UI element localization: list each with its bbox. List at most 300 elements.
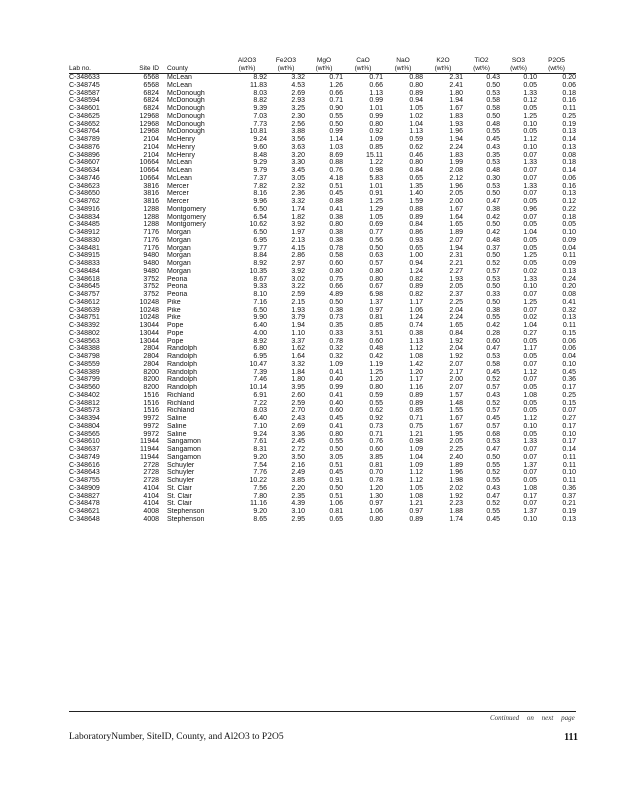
cell-tio2: 0.37 — [486, 244, 500, 252]
cell-p2o5: 0.17 — [562, 438, 576, 446]
table-row — [69, 407, 576, 415]
cell-lab-no: C-348645 — [69, 283, 100, 291]
cell-lab-no: C-348916 — [69, 205, 100, 213]
cell-mgo: 0.32 — [329, 353, 343, 361]
cell-so3: 0.07 — [523, 190, 537, 198]
cell-so3: 1.12 — [523, 136, 537, 144]
cell-nao: 1.12 — [409, 477, 423, 485]
cell-nao: 0.93 — [409, 236, 423, 244]
cell-lab-no: C-348573 — [69, 407, 100, 415]
cell-site-id: 8200 — [143, 368, 159, 376]
cell-lab-no: C-348560 — [69, 384, 100, 392]
cell-mgo: 0.78 — [329, 337, 343, 345]
cell-al2o3: 7.37 — [253, 174, 267, 182]
cell-lab-no: C-348633 — [69, 74, 100, 82]
cell-p2o5: 0.15 — [562, 399, 576, 407]
cell-al2o3: 8.84 — [253, 252, 267, 260]
cell-cao: 1.20 — [369, 484, 383, 492]
cell-p2o5: 0.11 — [562, 105, 576, 113]
cell-tio2: 0.53 — [486, 275, 500, 283]
cell-p2o5: 0.36 — [562, 484, 576, 492]
cell-county: Pike — [167, 298, 181, 306]
table-row — [69, 353, 576, 361]
cell-so3: 0.05 — [523, 337, 537, 345]
cell-cao: 0.77 — [369, 229, 383, 237]
cell-county: Randolph — [167, 376, 197, 384]
table-row — [69, 400, 576, 408]
cell-site-id: 10248 — [139, 314, 159, 322]
cell-mgo: 0.81 — [329, 508, 343, 516]
cell-p2o5: 0.09 — [562, 236, 576, 244]
cell-county: McHenry — [167, 151, 196, 159]
cell-mgo: 4.89 — [329, 291, 343, 299]
cell-al2o3: 10.47 — [249, 360, 267, 368]
cell-k2o: 2.07 — [449, 360, 463, 368]
cell-mgo: 0.41 — [329, 205, 343, 213]
cell-site-id: 11944 — [140, 446, 159, 454]
cell-k2o: 2.27 — [449, 267, 463, 275]
cell-mgo: 0.41 — [329, 368, 343, 376]
cell-p2o5: 0.41 — [562, 298, 576, 306]
cell-nao: 1.09 — [409, 461, 423, 469]
cell-p2o5: 0.10 — [562, 430, 576, 438]
cell-mgo: 1.14 — [329, 136, 343, 144]
cell-lab-no: C-348485 — [69, 221, 100, 229]
cell-al2o3: 9.39 — [253, 105, 267, 113]
cell-county: Mercer — [167, 190, 189, 198]
cell-site-id: 6824 — [143, 89, 159, 97]
cell-tio2: 0.52 — [486, 469, 500, 477]
cell-cao: 1.22 — [369, 159, 383, 167]
cell-al2o3: 8.92 — [253, 260, 267, 268]
cell-fe2o3: 3.37 — [291, 337, 305, 345]
cell-nao: 0.88 — [409, 205, 423, 213]
cell-fe2o3: 2.95 — [291, 515, 305, 523]
cell-tio2: 0.58 — [486, 97, 500, 105]
cell-cao: 3.51 — [369, 329, 383, 337]
cell-site-id: 2104 — [143, 151, 159, 159]
cell-lab-no: C-348751 — [69, 314, 100, 322]
cell-al2o3: 7.56 — [253, 484, 267, 492]
header-cao-label: CaO — [356, 57, 370, 64]
cell-cao: 1.05 — [369, 213, 383, 221]
cell-nao: 0.89 — [409, 515, 423, 523]
cell-al2o3: 8.82 — [253, 97, 267, 105]
cell-al2o3: 8.31 — [253, 446, 267, 454]
cell-al2o3: 8.48 — [253, 151, 267, 159]
cell-al2o3: 6.40 — [253, 322, 267, 330]
cell-so3: 1.04 — [523, 229, 537, 237]
cell-mgo: 0.73 — [329, 314, 343, 322]
cell-cao: 3.85 — [369, 453, 383, 461]
cell-tio2: 0.38 — [486, 205, 500, 213]
cell-county: Randolph — [167, 384, 197, 392]
cell-county: McLean — [167, 167, 192, 175]
cell-k2o: 1.94 — [449, 136, 463, 144]
cell-fe2o3: 4.39 — [291, 500, 305, 508]
cell-mgo: 0.65 — [329, 515, 343, 523]
cell-nao: 0.89 — [409, 89, 423, 97]
cell-county: McLean — [167, 159, 192, 167]
cell-lab-no: C-348563 — [69, 337, 100, 345]
cell-lab-no: C-348623 — [69, 182, 100, 190]
table-row — [69, 376, 576, 384]
cell-p2o5: 0.19 — [562, 120, 576, 128]
cell-mgo: 0.40 — [329, 376, 343, 384]
cell-site-id: 4008 — [143, 508, 159, 516]
cell-so3: 0.07 — [523, 376, 537, 384]
cell-k2o: 1.89 — [449, 461, 463, 469]
cell-k2o: 2.05 — [449, 283, 463, 291]
cell-site-id: 3752 — [143, 291, 159, 299]
cell-so3: 1.08 — [523, 391, 537, 399]
cell-p2o5: 0.11 — [562, 477, 576, 485]
cell-tio2: 0.43 — [486, 143, 500, 151]
cell-mgo: 0.66 — [329, 283, 343, 291]
cell-fe2o3: 3.45 — [291, 167, 305, 175]
cell-tio2: 0.50 — [486, 252, 500, 260]
cell-cao: 1.29 — [369, 205, 383, 213]
table-row — [69, 245, 576, 253]
cell-county: Morgan — [167, 244, 191, 252]
header-so3-unit: (wt%) — [500, 65, 537, 74]
cell-k2o: 1.93 — [449, 275, 463, 283]
cell-tio2: 0.52 — [486, 376, 500, 384]
cell-nao: 1.20 — [409, 368, 423, 376]
cell-so3: 0.10 — [523, 143, 537, 151]
cell-tio2: 0.52 — [486, 399, 500, 407]
cell-mgo: 0.32 — [329, 345, 343, 353]
cell-mgo: 0.50 — [329, 484, 343, 492]
cell-lab-no: C-348616 — [69, 461, 100, 469]
cell-p2o5: 0.04 — [562, 244, 576, 252]
cell-lab-no: C-348749 — [69, 453, 100, 461]
cell-cao: 0.81 — [369, 461, 383, 469]
cell-p2o5: 0.15 — [562, 329, 576, 337]
cell-cao: 0.55 — [369, 399, 383, 407]
cell-k2o: 1.64 — [449, 213, 463, 221]
cell-k2o: 2.08 — [449, 167, 463, 175]
cell-fe2o3: 2.16 — [291, 461, 305, 469]
cell-nao: 1.02 — [409, 112, 423, 120]
cell-k2o: 1.74 — [449, 515, 463, 523]
cell-county: McLean — [167, 174, 192, 182]
cell-fe2o3: 2.49 — [291, 469, 305, 477]
cell-county: St. Clair — [167, 500, 192, 508]
cell-nao: 0.62 — [409, 143, 423, 151]
cell-nao: 1.24 — [409, 314, 423, 322]
cell-al2o3: 7.16 — [253, 298, 267, 306]
cell-tio2: 0.50 — [486, 283, 500, 291]
cell-p2o5: 0.08 — [562, 291, 576, 299]
cell-tio2: 0.50 — [486, 190, 500, 198]
cell-p2o5: 0.14 — [562, 136, 576, 144]
cell-cao: 1.25 — [369, 368, 383, 376]
cell-fe2o3: 1.74 — [291, 205, 305, 213]
cell-cao: 5.83 — [369, 174, 383, 182]
cell-tio2: 0.47 — [486, 446, 500, 454]
table-header — [69, 57, 576, 74]
table-row — [69, 384, 576, 392]
cell-county: Stephenson — [167, 515, 205, 523]
cell-site-id: 8200 — [143, 376, 159, 384]
cell-county: Morgan — [167, 252, 191, 260]
cell-fe2o3: 1.62 — [291, 345, 305, 353]
cell-cao: 0.80 — [369, 267, 383, 275]
table-row — [69, 121, 576, 129]
cell-nao: 0.82 — [409, 275, 423, 283]
cell-county: McDonough — [167, 112, 205, 120]
table-row — [69, 462, 576, 470]
cell-so3: 0.05 — [523, 244, 537, 252]
cell-mgo: 0.50 — [329, 298, 343, 306]
cell-county: St. Clair — [167, 492, 192, 500]
table-row — [69, 415, 576, 423]
cell-k2o: 1.96 — [449, 469, 463, 477]
cell-nao: 1.06 — [409, 306, 423, 314]
cell-al2o3: 9.77 — [253, 244, 267, 252]
cell-p2o5: 0.27 — [562, 415, 576, 423]
cell-cao: 0.71 — [369, 74, 383, 82]
cell-nao: 0.46 — [409, 151, 423, 159]
cell-fe2o3: 2.43 — [291, 415, 305, 423]
table-row — [69, 454, 576, 462]
cell-tio2: 0.60 — [486, 337, 500, 345]
cell-cao: 0.99 — [369, 112, 383, 120]
cell-site-id: 12968 — [139, 112, 159, 120]
cell-fe2o3: 3.10 — [291, 508, 305, 516]
cell-so3: 0.10 — [523, 120, 537, 128]
cell-lab-no: C-348607 — [69, 159, 100, 167]
cell-cao: 0.59 — [369, 391, 383, 399]
cell-k2o: 1.83 — [449, 151, 463, 159]
cell-so3: 1.25 — [523, 298, 537, 306]
cell-nao: 1.12 — [409, 469, 423, 477]
cell-so3: 0.07 — [523, 151, 537, 159]
table-row — [69, 338, 576, 346]
cell-tio2: 0.52 — [486, 500, 500, 508]
cell-fe2o3: 1.93 — [291, 306, 305, 314]
cell-nao: 1.59 — [409, 198, 423, 206]
cell-so3: 1.33 — [523, 159, 537, 167]
cell-fe2o3: 3.88 — [291, 128, 305, 136]
cell-k2o: 2.40 — [449, 453, 463, 461]
cell-lab-no: C-348594 — [69, 97, 100, 105]
cell-k2o: 2.31 — [449, 74, 463, 82]
cell-p2o5: 0.13 — [562, 515, 576, 523]
cell-al2o3: 6.40 — [253, 415, 267, 423]
cell-so3: 0.10 — [523, 283, 537, 291]
cell-p2o5: 0.05 — [562, 221, 576, 229]
cell-mgo: 0.58 — [329, 252, 343, 260]
header-p2o5-unit: (wt%) — [537, 65, 576, 74]
cell-lab-no: C-348601 — [69, 105, 100, 113]
cell-cao: 0.42 — [369, 353, 383, 361]
cell-so3: 1.25 — [523, 252, 537, 260]
table-row — [69, 431, 576, 439]
cell-lab-no: C-348559 — [69, 360, 100, 368]
cell-al2o3: 9.24 — [253, 430, 267, 438]
cell-county: Schuyler — [167, 477, 195, 485]
cell-site-id: 7176 — [143, 236, 159, 244]
cell-lab-no: C-348639 — [69, 306, 100, 314]
cell-cao: 1.25 — [369, 198, 383, 206]
cell-county: McDonough — [167, 105, 205, 113]
cell-mgo: 0.71 — [329, 74, 343, 82]
cell-so3: 1.25 — [523, 112, 537, 120]
cell-tio2: 0.57 — [486, 422, 500, 430]
cell-cao: 0.63 — [369, 252, 383, 260]
cell-so3: 0.07 — [523, 167, 537, 175]
cell-fe2o3: 3.63 — [291, 143, 305, 151]
cell-county: St. Clair — [167, 484, 192, 492]
cell-cao: 0.62 — [369, 407, 383, 415]
cell-al2o3: 7.22 — [253, 399, 267, 407]
cell-site-id: 11944 — [140, 438, 159, 446]
table-row — [69, 500, 576, 508]
cell-p2o5: 0.12 — [562, 198, 576, 206]
cell-tio2: 0.42 — [486, 322, 500, 330]
cell-mgo: 0.41 — [329, 391, 343, 399]
cell-fe2o3: 2.13 — [291, 236, 305, 244]
cell-p2o5: 0.07 — [562, 407, 576, 415]
cell-tio2: 0.48 — [486, 120, 500, 128]
cell-nao: 0.97 — [409, 508, 423, 516]
cell-county: Pike — [167, 314, 181, 322]
cell-al2o3: 6.50 — [253, 229, 267, 237]
cell-fe2o3: 3.79 — [291, 314, 305, 322]
cell-al2o3: 7.03 — [253, 112, 267, 120]
cell-fe2o3: 2.15 — [291, 298, 305, 306]
cell-al2o3: 7.61 — [253, 438, 267, 446]
cell-site-id: 11944 — [140, 453, 159, 461]
cell-site-id: 8200 — [143, 384, 159, 392]
cell-al2o3: 9.33 — [253, 283, 267, 291]
cell-mgo: 0.91 — [329, 477, 343, 485]
cell-cao: 0.91 — [369, 190, 383, 198]
cell-county: Morgan — [167, 229, 191, 237]
header-lab-no-label — [69, 57, 119, 65]
cell-k2o: 1.94 — [449, 97, 463, 105]
cell-k2o: 1.88 — [449, 508, 463, 516]
table-row — [69, 152, 576, 160]
cell-site-id: 1288 — [143, 221, 159, 229]
cell-al2o3: 6.95 — [253, 236, 267, 244]
cell-al2o3: 9.20 — [253, 453, 267, 461]
table-row — [69, 252, 576, 260]
cell-fe2o3: 4.53 — [291, 81, 305, 89]
cell-cao: 0.78 — [369, 477, 383, 485]
cell-lab-no: C-348876 — [69, 143, 100, 151]
cell-site-id: 1516 — [143, 407, 159, 415]
cell-fe2o3: 2.93 — [291, 97, 305, 105]
cell-site-id: 6568 — [143, 74, 159, 82]
cell-p2o5: 0.19 — [562, 508, 576, 516]
cell-so3: 0.07 — [523, 174, 537, 182]
cell-tio2: 0.30 — [486, 174, 500, 182]
cell-county: Randolph — [167, 360, 197, 368]
cell-tio2: 0.55 — [486, 314, 500, 322]
cell-p2o5: 0.06 — [562, 174, 576, 182]
table-row — [69, 128, 576, 136]
cell-so3: 1.12 — [523, 415, 537, 423]
cell-cao: 0.80 — [369, 515, 383, 523]
cell-p2o5: 0.08 — [562, 151, 576, 159]
cell-nao: 0.80 — [409, 159, 423, 167]
cell-so3: 0.12 — [523, 97, 537, 105]
table-bottom-rule — [69, 711, 576, 712]
cell-k2o: 2.41 — [449, 81, 463, 89]
header-tio2-label: TiO2 — [474, 57, 489, 64]
cell-nao: 1.40 — [409, 190, 423, 198]
cell-p2o5: 0.20 — [562, 74, 576, 82]
cell-cao: 15.11 — [366, 151, 383, 159]
cell-county: Richland — [167, 391, 195, 399]
cell-mgo: 8.69 — [329, 151, 343, 159]
cell-al2o3: 8.16 — [253, 190, 267, 198]
cell-al2o3: 11.83 — [250, 81, 267, 89]
cell-mgo: 0.45 — [329, 415, 343, 423]
cell-p2o5: 0.04 — [562, 353, 576, 361]
cell-mgo: 0.51 — [329, 492, 343, 500]
cell-cao: 1.01 — [369, 105, 383, 113]
cell-county: Morgan — [167, 260, 191, 268]
cell-cao: 0.73 — [369, 422, 383, 430]
table-row — [69, 299, 576, 307]
cell-lab-no: C-348830 — [69, 236, 100, 244]
cell-al2o3: 9.20 — [253, 508, 267, 516]
cell-p2o5: 0.21 — [562, 500, 576, 508]
cell-p2o5: 0.10 — [562, 229, 576, 237]
cell-tio2: 0.57 — [486, 267, 500, 275]
cell-so3: 0.05 — [523, 198, 537, 206]
cell-so3: 0.05 — [523, 353, 537, 361]
cell-cao: 0.97 — [369, 306, 383, 314]
cell-lab-no: C-348618 — [69, 275, 100, 283]
cell-tio2: 0.38 — [486, 306, 500, 314]
cell-mgo: 0.80 — [329, 221, 343, 229]
cell-site-id: 1516 — [143, 399, 159, 407]
cell-county: Randolph — [167, 345, 197, 353]
cell-al2o3: 8.65 — [253, 515, 267, 523]
cell-p2o5: 0.11 — [562, 322, 576, 330]
cell-al2o3: 11.16 — [250, 500, 267, 508]
cell-so3: 0.05 — [523, 260, 537, 268]
cell-tio2: 0.43 — [486, 74, 500, 82]
cell-so3: 0.05 — [523, 399, 537, 407]
cell-p2o5: 0.32 — [562, 306, 576, 314]
cell-p2o5: 0.11 — [562, 453, 576, 461]
table-row — [69, 190, 576, 198]
table-row — [69, 369, 576, 377]
cell-k2o: 2.00 — [449, 198, 463, 206]
cell-lab-no: C-348812 — [69, 399, 100, 407]
cell-site-id: 6824 — [143, 97, 159, 105]
cell-p2o5: 0.24 — [562, 275, 576, 283]
cell-tio2: 0.55 — [486, 461, 500, 469]
cell-al2o3: 10.35 — [249, 267, 267, 275]
cell-al2o3: 7.82 — [253, 182, 267, 190]
cell-k2o: 1.95 — [449, 430, 463, 438]
cell-fe2o3: 2.30 — [291, 112, 305, 120]
cell-nao: 0.89 — [409, 399, 423, 407]
cell-county: Montgomery — [167, 213, 206, 221]
header-al2o3-label: Al2O3 — [237, 57, 257, 64]
cell-so3: 0.10 — [523, 74, 537, 82]
cell-cao: 0.80 — [369, 120, 383, 128]
cell-lab-no: C-348755 — [69, 477, 100, 485]
cell-county: Saline — [167, 415, 187, 423]
